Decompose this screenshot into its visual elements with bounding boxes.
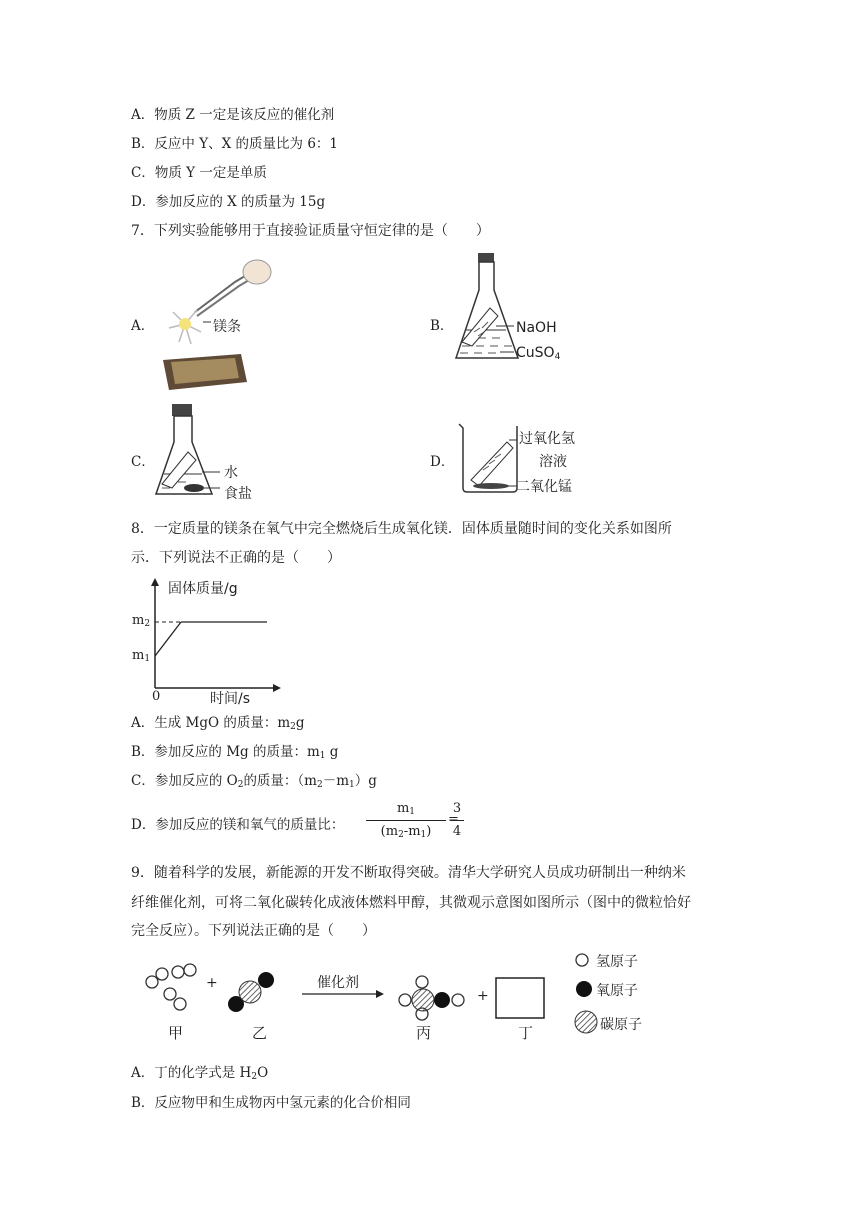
q7-label-a: A． — [131, 318, 155, 334]
q7-fig-d-h2o2: 过氧化氢 — [519, 431, 575, 447]
q7-stem: 7．下列实验能够用于直接验证质量守恒定律的是（ ） — [131, 223, 490, 239]
q7-fig-d-solution: 溶液 — [539, 454, 567, 470]
q8-option-b: B．参加反应的 Mg 的质量：$m_1$ g — [131, 744, 339, 761]
q8-option-d-numerator: $m_1$ — [396, 801, 416, 817]
q8-graph-xlabel: 时间/s — [210, 691, 251, 707]
q7-fig-b-naoh: NaOH — [516, 320, 557, 336]
q7-label-d: D． — [430, 454, 455, 470]
q8-graph-m2: $m_2$ — [132, 613, 151, 629]
q8-stem-line2: 示．下列说法不正确的是（ ） — [131, 550, 341, 566]
q8-option-d: D．参加反应的镁和氧气的质量比： — [131, 817, 345, 833]
q9-legend-oxygen: 氧原子 — [596, 983, 638, 999]
q8-option-d-fraction-bar — [366, 820, 446, 821]
q6-option-b: B．反应中 Y、X 的质量比为 6：1 — [131, 136, 338, 152]
q7-fig-c-salt: 食盐 — [224, 486, 252, 502]
q7-fig-d-mno2: 二氧化锰 — [516, 479, 572, 495]
q8-graph-m1: $m_1$ — [132, 648, 151, 664]
q9-option-a: A．丁的化学式是 $H_2O$ — [131, 1065, 269, 1082]
q7-fig-b-cuso4: CuSO$_4$ — [516, 345, 561, 362]
q8-option-d-denominator: $(m_2-m_1)$ — [380, 824, 432, 840]
q8-option-a: A．生成 MgO 的质量：$m_2g$ — [131, 715, 305, 732]
q7-label-c: C． — [131, 454, 155, 470]
q9-catalyst-label: 催化剂 — [317, 975, 359, 991]
q9-reaction-diagram — [140, 948, 660, 1048]
q7-fig-a-label: 镁条 — [213, 319, 241, 335]
q9-label-yi: 乙 — [252, 1024, 268, 1042]
q9-plus-1: + — [206, 975, 218, 991]
q9-label-jia: 甲 — [168, 1024, 184, 1042]
q9-label-bing: 丙 — [416, 1024, 432, 1042]
q8-option-d-ratio-bar — [450, 820, 464, 821]
q9-option-b: B．反应物甲和生成物丙中氢元素的化合价相同 — [131, 1095, 411, 1111]
q7-fig-c-water: 水 — [224, 465, 238, 481]
q6-option-d: D．参加反应的 X 的质量为 15g — [131, 194, 326, 210]
q9-stem-line3: 完全反应）。下列说法正确的是（ ） — [131, 923, 376, 939]
q6-option-c: C．物质 Y 一定是单质 — [131, 165, 267, 181]
q7-figure-c-flask-water-salt — [150, 402, 290, 512]
q9-legend-carbon: 碳原子 — [600, 1017, 642, 1033]
q8-graph-origin: 0 — [152, 689, 161, 704]
q6-option-a: A．物质 Z 一定是该反应的催化剂 — [131, 107, 335, 123]
q8-option-c: C．参加反应的 $O_2$的质量：$(m_2-m_1)g$ — [131, 773, 377, 790]
q8-option-d-ratio-den: 4 — [452, 824, 462, 839]
q9-label-ding: 丁 — [518, 1024, 534, 1042]
q8-graph-ylabel: 固体质量/g — [168, 581, 238, 597]
q9-legend-hydrogen: 氢原子 — [596, 954, 638, 970]
q9-plus-2: + — [477, 988, 489, 1004]
q8-option-d-ratio-num: 3 — [452, 801, 462, 816]
q7-label-b: B． — [430, 318, 454, 334]
q9-stem-line2: 纤维催化剂，可将二氧化碳转化成液体燃料甲醇，其微观示意图如图所示（图中的微粒恰好 — [131, 895, 691, 911]
q9-stem-line1: 9．随着科学的发展，新能源的开发不断取得突破。清华大学研究人员成功研制出一种纳米 — [131, 865, 686, 881]
q8-option-d-equals: = — [448, 812, 459, 827]
q8-stem-line1: 8．一定质量的镁条在氧气中完全燃烧后生成氧化镁．固体质量随时间的变化关系如图所 — [131, 521, 672, 537]
